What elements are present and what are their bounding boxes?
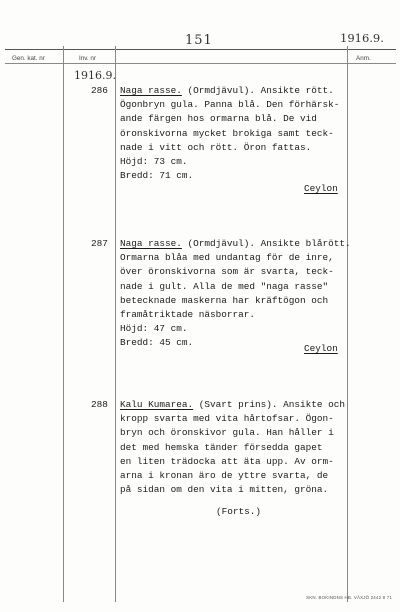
column-rule-2 <box>115 46 116 602</box>
entry-line: Höjd: 73 cm. <box>120 155 188 167</box>
entry-line: öronskivorna mycket brokiga samt teck- <box>120 127 334 139</box>
inventory-number: 286 <box>91 85 108 96</box>
entry-line: (Ormdjävul). Ansikte rött. <box>181 85 334 96</box>
entry-line: Bredd: 45 cm. <box>120 337 194 349</box>
entry-line: framåtriktade näsborrar. <box>120 308 256 320</box>
continued-note: (Forts.) <box>216 506 262 517</box>
catalogue-entry <box>120 398 350 497</box>
entry-line: bryn och öronskivor gula. Han håller i <box>120 427 334 439</box>
printer-imprint: SKN. BOKINDNS HB. VÄXJÖ 2442 8 71 <box>306 595 392 600</box>
entry-line: Ormarna blåa med undantag för de inre, <box>120 252 334 264</box>
entry-line: arna i kronan äro de yttre svarta, de <box>120 469 329 481</box>
entry-line: betecknade maskerna har kräftögon och <box>120 294 329 306</box>
column-header-inv-nr: Inv. nr <box>79 55 97 62</box>
entry-line: det med hemska tänder försedda gapet <box>120 441 323 453</box>
entry-name: Naga rasse. <box>120 238 182 249</box>
entry-origin: Ceylon <box>304 183 338 194</box>
page-number: 151 <box>185 33 213 48</box>
inventory-number: 287 <box>91 238 108 249</box>
entry-origin: Ceylon <box>304 343 338 354</box>
year-heading: 1916.9. <box>74 69 116 82</box>
entry-line: ande färgen hos ormarna blå. De vid <box>120 113 317 125</box>
page-date: 1916.9. <box>340 31 384 45</box>
entry-line: över öronskivorna som är svarta, teck- <box>120 266 334 278</box>
catalogue-entry <box>120 84 350 183</box>
catalogue-entry <box>120 237 350 351</box>
entry-line: kropp svarta med vita hårtofsar. Ögon- <box>120 413 334 425</box>
entry-line: Höjd: 47 cm. <box>120 323 188 335</box>
entry-line: en liten trädocka att äta upp. Av orm- <box>120 455 334 467</box>
entry-line: Bredd: 71 cm. <box>120 170 194 182</box>
entry-name: Kalu Kumarea. <box>120 399 194 410</box>
column-header-gen-kat-nr: Gen. kat. nr <box>12 55 45 62</box>
entry-line: Ögonbryn gula. Panna blå. Den förhärsk- <box>120 99 340 111</box>
column-header-anm: Anm. <box>356 55 371 62</box>
entry-line: (Ormdjävul). Ansikte blårött. <box>181 238 351 249</box>
entry-line: på sidan om den vita i mitten, gröna. <box>120 484 329 496</box>
entry-line: nade i gult. Alla de med "naga rasse" <box>120 280 329 292</box>
entry-line: nade i vitt och rött. Öron fattas. <box>120 141 312 153</box>
inventory-number: 288 <box>91 399 108 410</box>
column-rule-1 <box>63 46 64 602</box>
entry-name: Naga rasse. <box>120 85 182 96</box>
entry-line: (Svart prins). Ansikte och <box>193 399 346 410</box>
